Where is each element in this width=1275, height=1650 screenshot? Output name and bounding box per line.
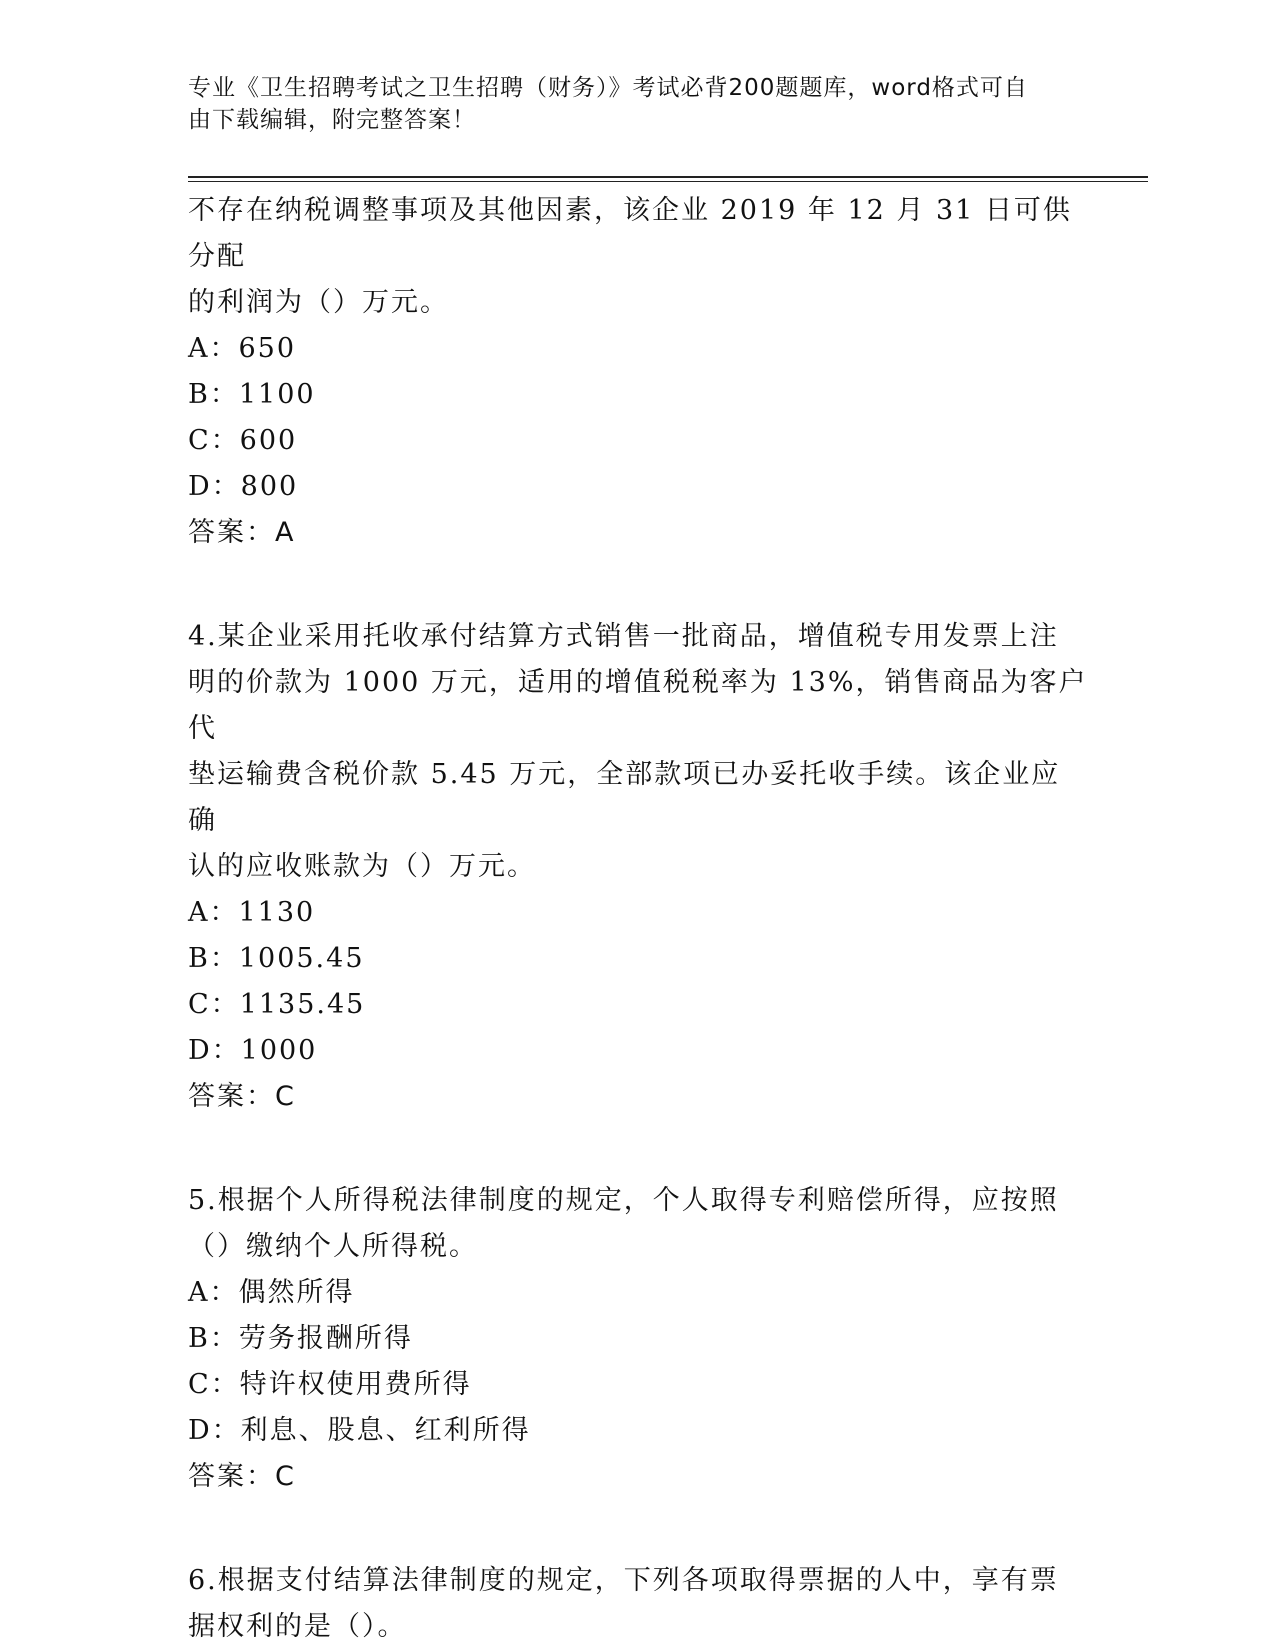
question-4-text-line-3: 垫运输费含税价款 5.45 万元，全部款项已办妥托收手续。该企业应确: [188, 759, 1061, 836]
question-4: [188, 614, 1088, 1120]
question-list: [188, 188, 1088, 1650]
question-3-text-line-1: 不存在纳税调整事项及其他因素，该企业 2019 年 12 月 31 日可供分配: [188, 195, 1072, 272]
spacer: [188, 1120, 1088, 1178]
question-4-option-d: D：1000: [188, 1035, 318, 1066]
question-3-text-line-2: 的利润为（）万元。: [188, 287, 449, 318]
header-line-1: 专业《卫生招聘考试之卫生招聘（财务）》考试必背200题题库，word格式可自: [188, 75, 1028, 101]
question-3-answer: 答案：A: [188, 517, 296, 548]
question-3: [188, 188, 1088, 556]
question-6-text-line-1: 6.根据支付结算法律制度的规定，下列各项取得票据的人中，享有票: [188, 1565, 1059, 1596]
question-5-option-c: C：特许权使用费所得: [188, 1369, 472, 1400]
spacer: [188, 556, 1088, 614]
question-5-text-line-2: （）缴纳个人所得税。: [188, 1231, 478, 1262]
question-5-answer: 答案：C: [188, 1461, 296, 1492]
header-divider-thick: [188, 176, 1148, 178]
question-4-text-line-2: 明的价款为 1000 万元，适用的增值税税率为 13%，销售商品为客户代: [188, 667, 1088, 744]
spacer: [188, 1500, 1088, 1558]
question-5-option-b: B：劳务报酬所得: [188, 1323, 413, 1354]
question-5-text-line-1: 5.根据个人所得税法律制度的规定，个人取得专利赔偿所得，应按照: [188, 1185, 1059, 1216]
question-4-option-c: C：1135.45: [188, 989, 366, 1020]
document-header: [188, 72, 1088, 136]
question-5-option-d: D：利息、股息、红利所得: [188, 1415, 531, 1446]
question-6: [188, 1558, 1088, 1650]
question-3-option-c: C：600: [188, 425, 298, 456]
question-3-option-a: A：650: [188, 333, 297, 364]
question-4-option-a: A：1130: [188, 897, 316, 928]
question-3-option-d: D：800: [188, 471, 299, 502]
question-4-text-line-4: 认的应收账款为（）万元。: [188, 851, 536, 882]
question-5: [188, 1178, 1088, 1500]
question-5-option-a: A：偶然所得: [188, 1277, 355, 1308]
question-6-text-line-2: 据权利的是（）。: [188, 1611, 407, 1642]
header-line-2: 由下载编辑，附完整答案！: [188, 107, 476, 133]
question-4-answer: 答案：C: [188, 1081, 296, 1112]
question-4-text-line-1: 4.某企业采用托收承付结算方式销售一批商品，增值税专用发票上注: [188, 621, 1059, 652]
question-3-option-b: B：1100: [188, 379, 316, 410]
question-4-option-b: B：1005.45: [188, 943, 365, 974]
header-divider-thin: [188, 181, 1148, 182]
